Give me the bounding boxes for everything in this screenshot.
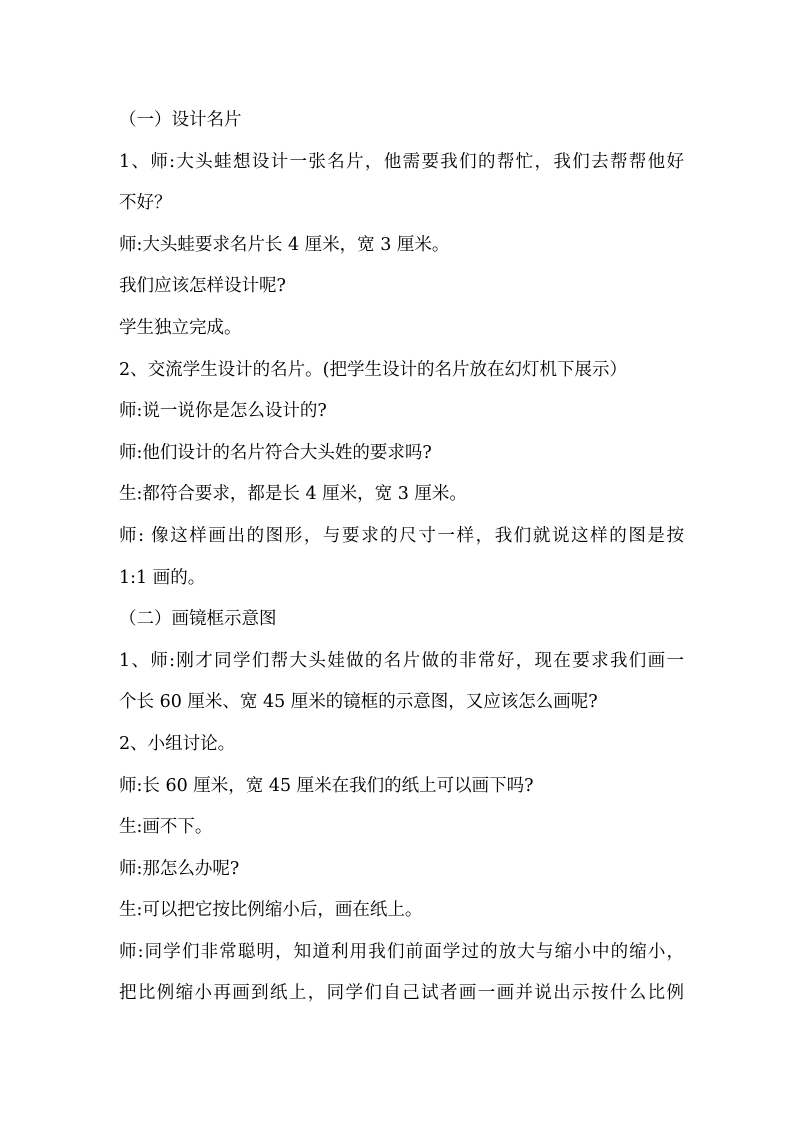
paragraph-line: 不好？ <box>119 193 172 214</box>
paragraph-line: 1、师:大头蛙想设计一张名片，他需要我们的帮忙，我们去帮帮他好 <box>119 151 684 172</box>
paragraph-line: 师:他们设计的名片符合大头姓的要求吗? <box>119 442 432 463</box>
paragraph-line: 师:说一说你是怎么设计的? <box>119 401 327 422</box>
section-heading-draw-frame: （二）画镜框示意图 <box>119 609 277 630</box>
paragraph-line: 生:都符合要求，都是长 4 厘米，宽 3 厘米。 <box>119 484 467 505</box>
paragraph-line: 1、师:刚才同学们帮大头娃做的名片做的非常好，现在要求我们画一 <box>119 650 684 671</box>
paragraph-line: 把比例缩小再画到纸上，同学们自己试者画一画并说出示按什么比例 <box>119 983 684 1004</box>
paragraph-line: 师: 像这样画出的图形，与要求的尺寸一样，我们就说这样的图是按 <box>119 525 684 546</box>
paragraph-line: 我们应该怎样设计呢? <box>119 276 286 297</box>
paragraph-line: 师:大头蛙要求名片长 4 厘米，宽 3 厘米。 <box>119 234 450 255</box>
document-body <box>119 100 684 1015</box>
paragraph-line: 生:可以把它按比例缩小后，画在纸上。 <box>119 900 423 921</box>
section-heading-design-card: （一）设计名片 <box>119 110 242 130</box>
paragraph-line: 2、小组讨论。 <box>119 733 236 754</box>
paragraph-line: 生:画不下。 <box>119 817 213 838</box>
paragraph-line: 个长 60 厘米、宽 45 厘米的镜框的示意图，又应该怎么画呢? <box>119 692 598 713</box>
paragraph-line: 学生独立完成。 <box>119 317 242 338</box>
paragraph-line: 2、交流学生设计的名片。(把学生设计的名片放在幻灯机下展示） <box>119 359 627 380</box>
paragraph-line: 1:1 画的。 <box>119 567 206 588</box>
paragraph-line: 师:那怎么办呢? <box>119 858 240 879</box>
paragraph-line: 师:长 60 厘米，宽 45 厘米在我们的纸上可以画下吗? <box>119 775 534 796</box>
paragraph-line: 师:同学们非常聪明，知道利用我们前面学过的放大与缩小中的缩小， <box>119 941 684 962</box>
